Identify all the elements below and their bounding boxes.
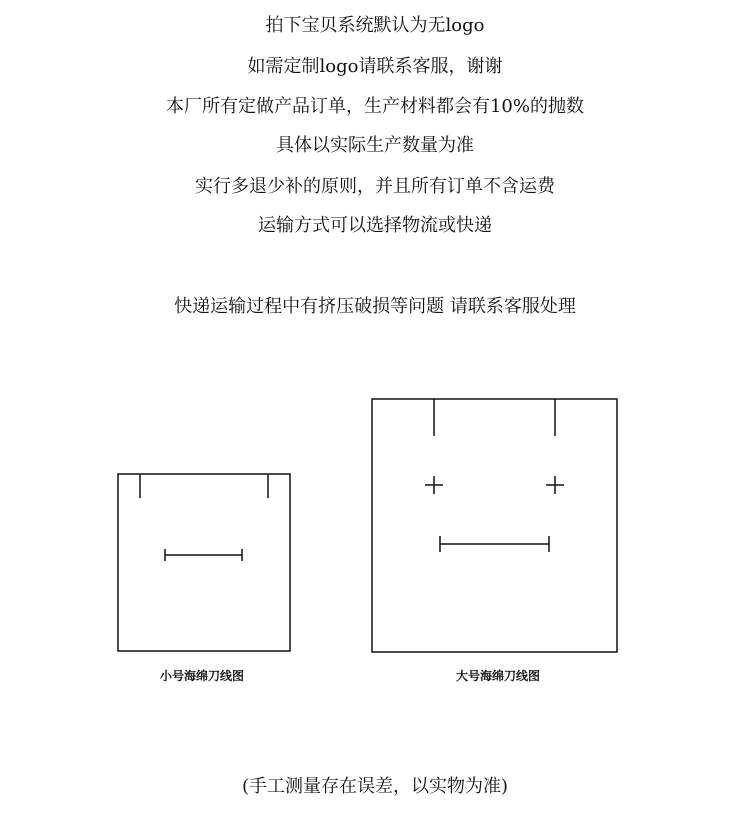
large-sponge-diagram: [372, 399, 617, 652]
large-diagram-caption: 大号海绵刀线图: [455, 669, 540, 683]
note-damage-contact: 快递运输过程中有挤压破损等问题 请联系客服处理: [174, 296, 576, 317]
note-no-logo: 拍下宝贝系统默认为无logo: [265, 15, 485, 36]
note-refund-policy: 实行多退少补的原则，并且所有订单不含运费: [195, 176, 555, 197]
small-sponge-outline: [118, 474, 290, 651]
note-shipping-method: 运输方式可以选择物流或快递: [258, 215, 492, 236]
large-sponge-outline: [372, 399, 617, 652]
note-custom-logo: 如需定制logo请联系客服，谢谢: [247, 56, 503, 77]
small-diagram-caption: 小号海绵刀线图: [159, 669, 244, 683]
note-actual-quantity: 具体以实际生产数量为准: [276, 135, 474, 156]
small-sponge-diagram: [118, 474, 290, 651]
footer-measurement-note: (手工测量存在误差，以实物为准): [241, 776, 509, 797]
note-material-surplus: 本厂所有定做产品订单，生产材料都会有10%的抛数: [165, 96, 584, 117]
